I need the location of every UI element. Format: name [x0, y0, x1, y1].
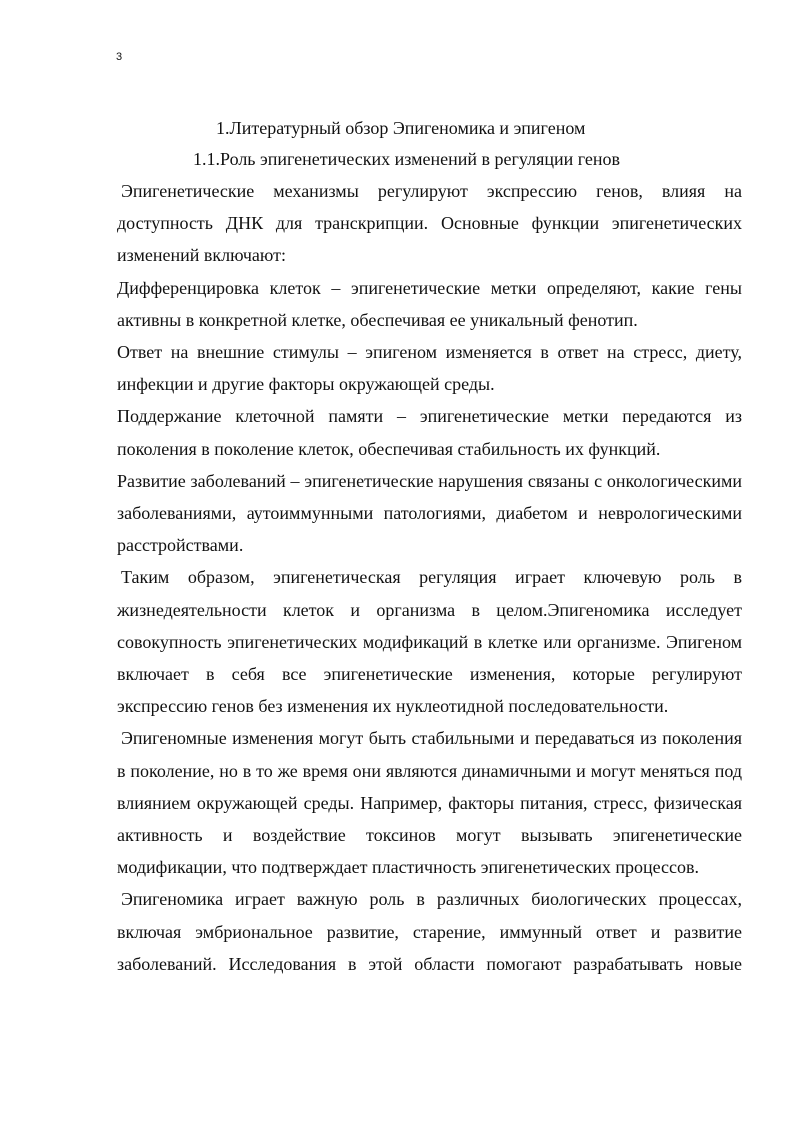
paragraph-summary: Таким образом, эпигенетическая регуляция играет ключевую роль в жизнедеятельности клеток и организма в целом.Эпигеномика исследует совокупность эпигенетических модификаций в клетке или организме. Эпигеном включает в себя все эпигенетические изменения, которые регулируют экспрессию генов без изменения их нуклеотидной последовательности. [117, 567, 742, 717]
paragraph-external-stimuli: Ответ на внешние стимулы – эпигеном изменяется в ответ на стресс, диету, инфекции и другие факторы окружающей среды. [117, 342, 742, 395]
paragraph-epigenome-changes: Эпигеномные изменения могут быть стабильными и передаваться из поколения в поколение, но в то же время они являются динамичными и могут меняться под влиянием окружающей среды. Например, факторы питания, стресс, физическая активность и воздействие токсинов могут вызывать эпигенетические модификации, что подтверждает пластичность эпигенетических процессов. [117, 728, 742, 878]
document-body [117, 113, 742, 980]
page-number: 3 [116, 51, 123, 63]
paragraph-intro: Эпигенетические механизмы регулируют экспрессию генов, влияя на доступность ДНК для транскрипции. Основные функции эпигенетических изменений включают: [117, 181, 742, 266]
subsection-heading: 1.1.Роль эпигенетических изменений в регуляции генов [193, 149, 621, 169]
section-heading: 1.Литературный обзор Эпигеномика и эпигеном [216, 118, 586, 138]
paragraph-cell-memory: Поддержание клеточной памяти – эпигенетические метки передаются из поколения в поколение клеток, обеспечивая стабильность их функций. [117, 406, 742, 459]
paragraph-diseases: Развитие заболеваний – эпигенетические нарушения связаны с онкологическими заболеваниями, аутоиммунными патологиями, диабетом и неврологическими расстройствами. [117, 470, 742, 556]
paragraph-differentiation: Дифференцировка клеток – эпигенетические метки определяют, какие гены активны в конкретной клетке, обеспечивая ее уникальный фенотип. [117, 277, 742, 330]
paragraph-epigenomics-role: Эпигеномика играет важную роль в различных биологических процессах, включая эмбриональное развитие, старение, иммунный ответ и развитие заболеваний. Исследования в этой области помогают разрабатывать новые [117, 889, 742, 974]
